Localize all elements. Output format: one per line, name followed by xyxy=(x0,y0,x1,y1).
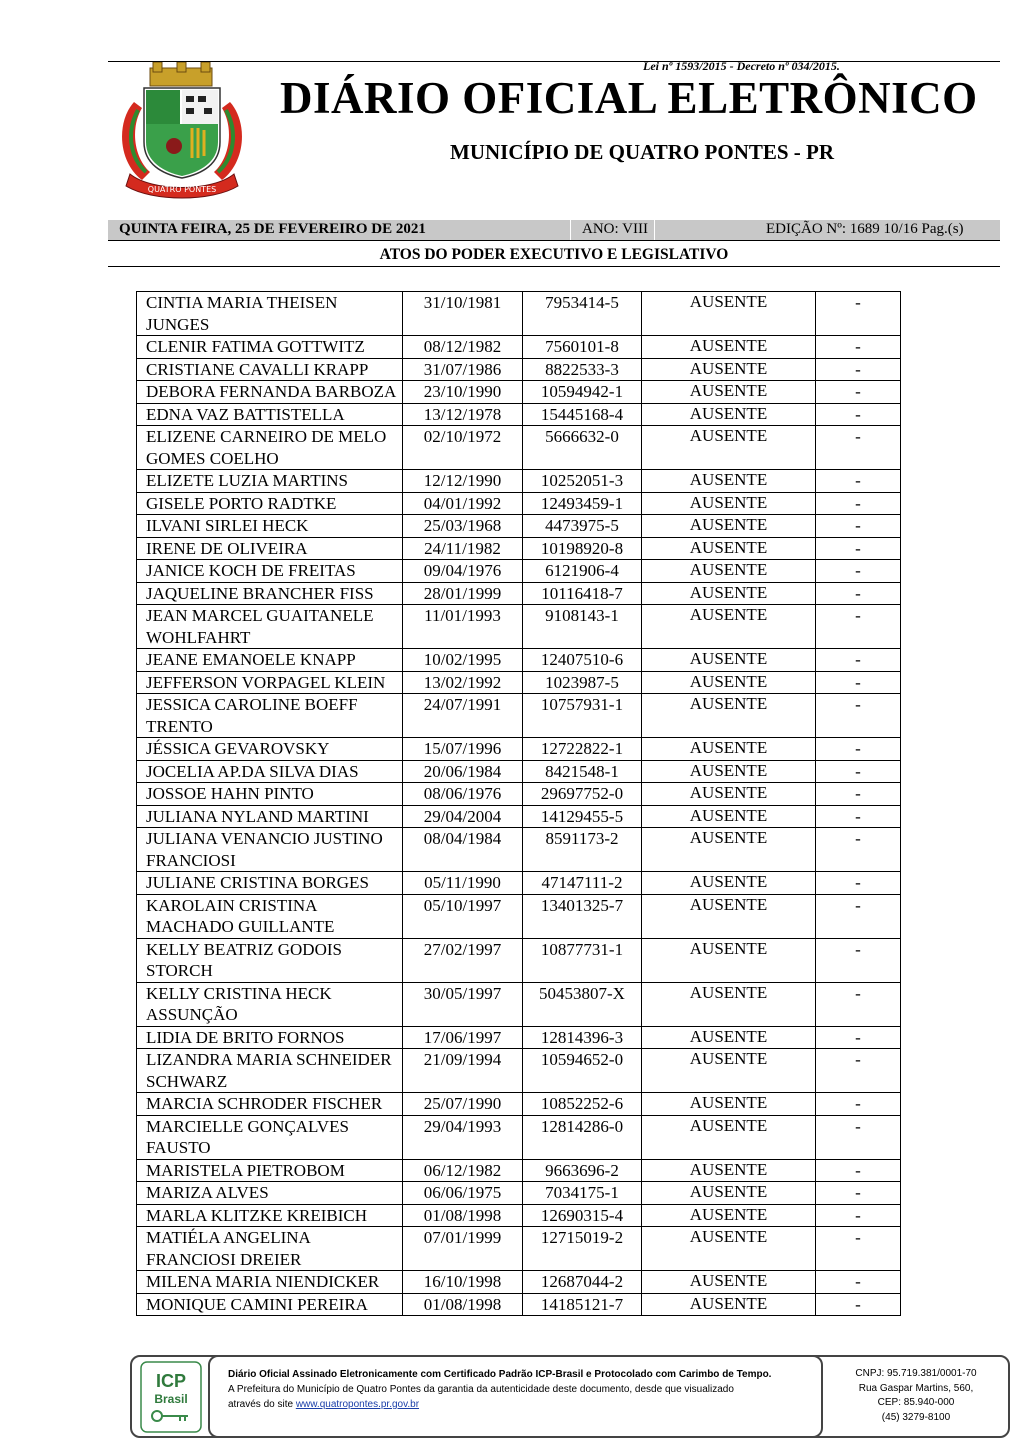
table-row xyxy=(137,671,901,694)
cell-score: - xyxy=(816,783,901,806)
cell-date: 13/12/1978 xyxy=(403,403,523,426)
cell-status: AUSENTE xyxy=(642,982,816,1026)
cell-name: CLENIR FATIMA GOTTWITZ xyxy=(137,336,403,359)
icp-brasil-logo-icon xyxy=(140,1361,202,1433)
cell-date: 16/10/1998 xyxy=(403,1271,523,1294)
cell-date: 06/06/1975 xyxy=(403,1182,523,1205)
cell-score: - xyxy=(816,894,901,938)
cell-score: - xyxy=(816,738,901,761)
cell-name: JULIANA VENANCIO JUSTINO FRANCIOSI xyxy=(137,828,403,872)
cell-score: - xyxy=(816,381,901,404)
cell-rg: 10116418-7 xyxy=(523,582,642,605)
cell-rg: 10594652-0 xyxy=(523,1049,642,1093)
cell-status: AUSENTE xyxy=(642,894,816,938)
cell-status: AUSENTE xyxy=(642,560,816,583)
cell-rg: 7953414-5 xyxy=(523,292,642,336)
cell-status: AUSENTE xyxy=(642,872,816,895)
section-rule xyxy=(108,266,1000,267)
footer-line-2: A Prefeitura do Município de Quatro Pontes da garantia da autenticidade deste documento, desde que visualizado xyxy=(228,1384,734,1395)
table-row xyxy=(137,982,901,1026)
cell-rg: 13401325-7 xyxy=(523,894,642,938)
cell-status: AUSENTE xyxy=(642,336,816,359)
table-row xyxy=(137,805,901,828)
cell-name: LIDIA DE BRITO FORNOS xyxy=(137,1026,403,1049)
candidates-table-body xyxy=(137,292,901,1316)
cell-date: 01/08/1998 xyxy=(403,1204,523,1227)
cell-date: 21/09/1994 xyxy=(403,1049,523,1093)
cell-name: EDNA VAZ BATTISTELLA xyxy=(137,403,403,426)
cell-date: 07/01/1999 xyxy=(403,1227,523,1271)
cell-name: KELLY CRISTINA HECK ASSUNÇÃO xyxy=(137,982,403,1026)
footer-contact-info xyxy=(830,1367,1002,1425)
cell-score: - xyxy=(816,1227,901,1271)
cell-score: - xyxy=(816,1182,901,1205)
cell-status: AUSENTE xyxy=(642,1093,816,1116)
table-row xyxy=(137,336,901,359)
publication-date: QUINTA FEIRA, 25 DE FEVEREIRO DE 2021 xyxy=(119,221,426,237)
municipal-crest-icon xyxy=(112,62,252,200)
footer-cnpj: CNPJ: 95.719.381/0001-70 xyxy=(855,1368,977,1379)
cell-rg: 12407510-6 xyxy=(523,649,642,672)
cell-score: - xyxy=(816,1115,901,1159)
cell-status: AUSENTE xyxy=(642,694,816,738)
table-row xyxy=(137,1115,901,1159)
cell-score: - xyxy=(816,426,901,470)
cell-score: - xyxy=(816,982,901,1026)
cell-score: - xyxy=(816,1271,901,1294)
cell-name: MARIZA ALVES xyxy=(137,1182,403,1205)
cell-name: JOCELIA AP.DA SILVA DIAS xyxy=(137,760,403,783)
cell-score: - xyxy=(816,560,901,583)
footer-cep: CEP: 85.940-000 xyxy=(877,1397,955,1408)
table-row xyxy=(137,649,901,672)
cell-name: ELIZETE LUZIA MARTINS xyxy=(137,470,403,493)
cell-name: JESSICA CAROLINE BOEFF TRENTO xyxy=(137,694,403,738)
cell-score: - xyxy=(816,828,901,872)
cell-status: AUSENTE xyxy=(642,403,816,426)
cell-rg: 12814286-0 xyxy=(523,1115,642,1159)
cell-score: - xyxy=(816,515,901,538)
cell-status: AUSENTE xyxy=(642,671,816,694)
info-separator xyxy=(570,220,571,240)
cell-rg: 12687044-2 xyxy=(523,1271,642,1294)
cell-status: AUSENTE xyxy=(642,760,816,783)
cell-status: AUSENTE xyxy=(642,381,816,404)
cell-status: AUSENTE xyxy=(642,1271,816,1294)
cell-score: - xyxy=(816,292,901,336)
cell-rg: 7560101-8 xyxy=(523,336,642,359)
table-row xyxy=(137,738,901,761)
cell-rg: 1023987-5 xyxy=(523,671,642,694)
cell-status: AUSENTE xyxy=(642,1026,816,1049)
footer-line-3 xyxy=(228,1397,818,1412)
cell-date: 06/12/1982 xyxy=(403,1159,523,1182)
table-row xyxy=(137,358,901,381)
footer-phone: (45) 3279-8100 xyxy=(881,1411,951,1423)
cell-status: AUSENTE xyxy=(642,582,816,605)
crest-ribbon-text: QUATRO PONTES xyxy=(147,185,217,194)
cell-date: 01/08/1998 xyxy=(403,1293,523,1316)
cell-name: JÉSSICA GEVAROVSKY xyxy=(137,738,403,761)
cell-score: - xyxy=(816,537,901,560)
cell-status: AUSENTE xyxy=(642,470,816,493)
cell-status: AUSENTE xyxy=(642,805,816,828)
cell-rg: 12493459-1 xyxy=(523,492,642,515)
candidates-table xyxy=(136,291,901,1316)
cell-status: AUSENTE xyxy=(642,426,816,470)
cell-score: - xyxy=(816,671,901,694)
cell-rg: 5666632-0 xyxy=(523,426,642,470)
cell-name: MARCIA SCHRODER FISCHER xyxy=(137,1093,403,1116)
cell-status: AUSENTE xyxy=(642,605,816,649)
cell-score: - xyxy=(816,470,901,493)
page-title: DIÁRIO OFICIAL ELETRÔNICO xyxy=(280,73,978,123)
cell-date: 13/02/1992 xyxy=(403,671,523,694)
footer-line-1: Diário Oficial Assinado Eletronicamente com Certificado Padrão ICP-Brasil e Protocolado com Carimbo de Tempo. xyxy=(228,1369,772,1380)
cell-date: 02/10/1972 xyxy=(403,426,523,470)
icp-logo-top-text: ICP xyxy=(155,1371,187,1391)
cell-rg: 4473975-5 xyxy=(523,515,642,538)
cell-status: AUSENTE xyxy=(642,1049,816,1093)
cell-score: - xyxy=(816,694,901,738)
edition-info-bar xyxy=(108,220,1000,241)
cell-status: AUSENTE xyxy=(642,515,816,538)
table-row xyxy=(137,694,901,738)
cell-score: - xyxy=(816,872,901,895)
table-row xyxy=(137,1049,901,1093)
cell-name: JANICE KOCH DE FREITAS xyxy=(137,560,403,583)
cell-rg: 12690315-4 xyxy=(523,1204,642,1227)
cell-rg: 9663696-2 xyxy=(523,1159,642,1182)
info-separator xyxy=(654,220,655,240)
cell-name: MONIQUE CAMINI PEREIRA xyxy=(137,1293,403,1316)
cell-rg: 8822533-3 xyxy=(523,358,642,381)
cell-score: - xyxy=(816,492,901,515)
cell-name: JOSSOE HAHN PINTO xyxy=(137,783,403,806)
table-row xyxy=(137,783,901,806)
cell-name: IRENE DE OLIVEIRA xyxy=(137,537,403,560)
cell-date: 08/06/1976 xyxy=(403,783,523,806)
cell-status: AUSENTE xyxy=(642,1159,816,1182)
edition-number: EDIÇÃO Nº: 1689 10/16 Pag.(s) xyxy=(766,221,964,237)
cell-date: 24/11/1982 xyxy=(403,537,523,560)
cell-score: - xyxy=(816,938,901,982)
cell-name: MATIÉLA ANGELINA FRANCIOSI DREIER xyxy=(137,1227,403,1271)
cell-rg: 47147111-2 xyxy=(523,872,642,895)
cell-score: - xyxy=(816,805,901,828)
cell-rg: 10198920-8 xyxy=(523,537,642,560)
cell-name: ELIZENE CARNEIRO DE MELO GOMES COELHO xyxy=(137,426,403,470)
cell-date: 11/01/1993 xyxy=(403,605,523,649)
table-row xyxy=(137,1293,901,1316)
table-row xyxy=(137,470,901,493)
cell-status: AUSENTE xyxy=(642,649,816,672)
cell-name: DEBORA FERNANDA BARBOZA xyxy=(137,381,403,404)
cell-date: 08/12/1982 xyxy=(403,336,523,359)
section-heading: ATOS DO PODER EXECUTIVO E LEGISLATIVO xyxy=(379,246,729,263)
cell-rg: 8591173-2 xyxy=(523,828,642,872)
cell-rg: 12722822-1 xyxy=(523,738,642,761)
cell-rg: 15445168-4 xyxy=(523,403,642,426)
publication-year: ANO: VIII xyxy=(582,221,648,237)
cell-date: 30/05/1997 xyxy=(403,982,523,1026)
table-row xyxy=(137,894,901,938)
cell-score: - xyxy=(816,1026,901,1049)
cell-score: - xyxy=(816,336,901,359)
cell-date: 24/07/1991 xyxy=(403,694,523,738)
cell-name: CINTIA MARIA THEISEN JUNGES xyxy=(137,292,403,336)
cell-name: JEAN MARCEL GUAITANELE WOHLFAHRT xyxy=(137,605,403,649)
cell-score: - xyxy=(816,1204,901,1227)
table-row xyxy=(137,872,901,895)
cell-date: 04/01/1992 xyxy=(403,492,523,515)
cell-name: KELLY BEATRIZ GODOIS STORCH xyxy=(137,938,403,982)
table-row xyxy=(137,381,901,404)
cell-date: 29/04/2004 xyxy=(403,805,523,828)
cell-rg: 50453807-X xyxy=(523,982,642,1026)
cell-date: 25/03/1968 xyxy=(403,515,523,538)
municipality-subtitle: MUNICÍPIO DE QUATRO PONTES - PR xyxy=(450,140,835,164)
table-row xyxy=(137,292,901,336)
footer-line-3-prefix: através do site xyxy=(228,1399,296,1410)
cell-status: AUSENTE xyxy=(642,738,816,761)
cell-score: - xyxy=(816,1049,901,1093)
cell-status: AUSENTE xyxy=(642,292,816,336)
cell-status: AUSENTE xyxy=(642,1293,816,1316)
cell-rg: 10852252-6 xyxy=(523,1093,642,1116)
cell-status: AUSENTE xyxy=(642,938,816,982)
table-row xyxy=(137,426,901,470)
cell-score: - xyxy=(816,1093,901,1116)
cell-score: - xyxy=(816,1293,901,1316)
cell-rg: 7034175-1 xyxy=(523,1182,642,1205)
cell-rg: 29697752-0 xyxy=(523,783,642,806)
cell-score: - xyxy=(816,582,901,605)
cell-score: - xyxy=(816,605,901,649)
table-row xyxy=(137,1204,901,1227)
cell-rg: 14129455-5 xyxy=(523,805,642,828)
cell-name: MARISTELA PIETROBOM xyxy=(137,1159,403,1182)
cell-rg: 10757931-1 xyxy=(523,694,642,738)
cell-name: KAROLAIN CRISTINA MACHADO GUILLANTE xyxy=(137,894,403,938)
table-row xyxy=(137,1159,901,1182)
table-row xyxy=(137,1227,901,1271)
table-row xyxy=(137,403,901,426)
cell-date: 31/10/1981 xyxy=(403,292,523,336)
cell-date: 23/10/1990 xyxy=(403,381,523,404)
cell-name: JEFFERSON VORPAGEL KLEIN xyxy=(137,671,403,694)
cell-name: CRISTIANE CAVALLI KRAPP xyxy=(137,358,403,381)
cell-status: AUSENTE xyxy=(642,1227,816,1271)
cell-name: JEANE EMANOELE KNAPP xyxy=(137,649,403,672)
cell-score: - xyxy=(816,403,901,426)
cell-date: 25/07/1990 xyxy=(403,1093,523,1116)
cell-name: GISELE PORTO RADTKE xyxy=(137,492,403,515)
cell-rg: 14185121-7 xyxy=(523,1293,642,1316)
cell-date: 10/02/1995 xyxy=(403,649,523,672)
cell-rg: 9108143-1 xyxy=(523,605,642,649)
cell-rg: 12715019-2 xyxy=(523,1227,642,1271)
cell-rg: 12814396-3 xyxy=(523,1026,642,1049)
cell-rg: 6121906-4 xyxy=(523,560,642,583)
cell-name: MARLA KLITZKE KREIBICH xyxy=(137,1204,403,1227)
cell-name: LIZANDRA MARIA SCHNEIDER SCHWARZ xyxy=(137,1049,403,1093)
table-row xyxy=(137,760,901,783)
cell-date: 12/12/1990 xyxy=(403,470,523,493)
cell-date: 05/10/1997 xyxy=(403,894,523,938)
footer-certificate-text xyxy=(228,1367,818,1412)
table-row xyxy=(137,560,901,583)
cell-status: AUSENTE xyxy=(642,783,816,806)
website-link[interactable]: www.quatropontes.pr.gov.br xyxy=(295,1399,420,1410)
cell-status: AUSENTE xyxy=(642,537,816,560)
table-row xyxy=(137,1271,901,1294)
cell-date: 05/11/1990 xyxy=(403,872,523,895)
law-decree-reference: Lei nº 1593/2015 - Decreto nº 034/2015. xyxy=(643,59,840,73)
cell-rg: 10594942-1 xyxy=(523,381,642,404)
table-row xyxy=(137,1026,901,1049)
cell-status: AUSENTE xyxy=(642,358,816,381)
cell-name: ILVANI SIRLEI HECK xyxy=(137,515,403,538)
cell-status: AUSENTE xyxy=(642,828,816,872)
cell-name: JULIANA NYLAND MARTINI xyxy=(137,805,403,828)
cell-name: JULIANE CRISTINA BORGES xyxy=(137,872,403,895)
cell-status: AUSENTE xyxy=(642,492,816,515)
cell-date: 15/07/1996 xyxy=(403,738,523,761)
table-row xyxy=(137,492,901,515)
cell-score: - xyxy=(816,649,901,672)
cell-status: AUSENTE xyxy=(642,1204,816,1227)
table-row xyxy=(137,938,901,982)
table-row xyxy=(137,1093,901,1116)
cell-score: - xyxy=(816,358,901,381)
cell-status: AUSENTE xyxy=(642,1182,816,1205)
cell-date: 27/02/1997 xyxy=(403,938,523,982)
table-row xyxy=(137,1182,901,1205)
cell-status: AUSENTE xyxy=(642,1115,816,1159)
cell-date: 29/04/1993 xyxy=(403,1115,523,1159)
cell-date: 08/04/1984 xyxy=(403,828,523,872)
icp-logo-bottom-text: Brasil xyxy=(154,1392,188,1406)
cell-score: - xyxy=(816,1159,901,1182)
cell-date: 09/04/1976 xyxy=(403,560,523,583)
cell-score: - xyxy=(816,760,901,783)
cell-rg: 10252051-3 xyxy=(523,470,642,493)
cell-name: MILENA MARIA NIENDICKER xyxy=(137,1271,403,1294)
cell-date: 28/01/1999 xyxy=(403,582,523,605)
cell-date: 20/06/1984 xyxy=(403,760,523,783)
table-row xyxy=(137,537,901,560)
cell-rg: 8421548-1 xyxy=(523,760,642,783)
cell-name: MARCIELLE GONÇALVES FAUSTO xyxy=(137,1115,403,1159)
footer-address: Rua Gaspar Martins, 560, xyxy=(858,1382,974,1394)
cell-rg: 10877731-1 xyxy=(523,938,642,982)
table-row xyxy=(137,605,901,649)
cell-date: 17/06/1997 xyxy=(403,1026,523,1049)
table-row xyxy=(137,515,901,538)
cell-name: JAQUELINE BRANCHER FISS xyxy=(137,582,403,605)
table-row xyxy=(137,582,901,605)
table-row xyxy=(137,828,901,872)
cell-date: 31/07/1986 xyxy=(403,358,523,381)
